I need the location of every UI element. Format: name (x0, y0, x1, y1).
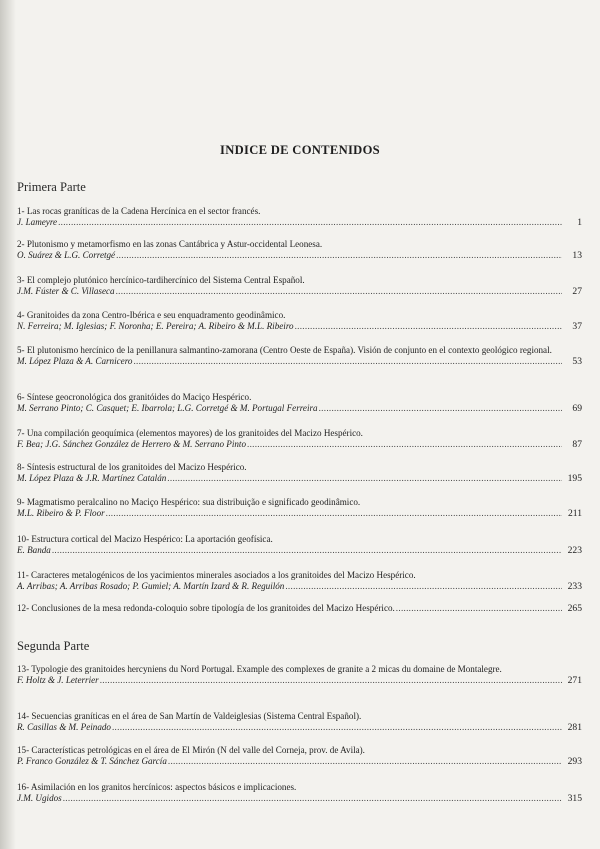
entry-title: 14- Secuencias graníticas en el área de San Martín de Valdeiglesias (Sistema Central Español). (17, 711, 362, 721)
entry-authors: M.L. Ribeiro & P. Floor (17, 508, 105, 519)
entry-title: 3- El complejo plutónico hercínico-tardihercínico del Sistema Central Español. (17, 275, 305, 285)
entry-page-number: 53 (572, 356, 582, 368)
toc-entry-14 (17, 711, 582, 733)
toc-entry-2 (17, 239, 582, 261)
entry-authors: E. Banda (17, 545, 51, 556)
toc-entry-15 (17, 745, 582, 767)
entry-page-number: 293 (567, 756, 582, 768)
entry-authors: F. Holtz & J. Leterrier (17, 675, 99, 686)
entry-page-number: 37 (572, 321, 582, 333)
entry-authors: P. Franco González & T. Sánchez García (17, 756, 167, 767)
toc-entry-12 (17, 603, 582, 614)
toc-entry-8 (17, 462, 582, 484)
entry-page-number: 233 (567, 581, 582, 593)
toc-entry-1 (17, 206, 582, 228)
entry-title: 11- Caracteres metalogénicos de los yacimientos minerales asociados a los granitoides del Macizo Hespérico. (17, 570, 416, 580)
entry-page-number: 195 (567, 473, 582, 485)
toc-entry-4 (17, 310, 582, 332)
entry-page-number: 315 (567, 793, 582, 805)
entry-authors: J.M. Ugidos (17, 793, 62, 804)
entry-authors: M. Serrano Pinto; C. Casquet; E. Ibarrola; L.G. Corretgé & M. Portugal Ferreira (17, 403, 318, 414)
entry-page-number: 27 (572, 286, 582, 298)
entry-title: 8- Síntesis estructural de los granitoides del Macizo Hespérico. (17, 462, 247, 472)
page-gutter-shadow (0, 0, 16, 849)
entry-title: 16- Asimilación en los granitos hercínicos: aspectos básicos e implicaciones. (17, 782, 297, 792)
entry-authors: J.M. Fúster & C. Villaseca (17, 286, 115, 297)
entry-authors: M. López Plaza & A. Carnicero (17, 356, 133, 367)
part-heading-segunda: Segunda Parte (17, 639, 90, 653)
toc-entry-6 (17, 392, 582, 414)
entry-authors: A. Arribas; A. Arribas Rosado; P. Gumiel; A. Martín Izard & R. Reguilón (17, 581, 285, 592)
entry-page-number: 1 (577, 217, 582, 229)
entry-page-number: 211 (567, 508, 582, 520)
entry-title: 6- Síntese geocronológica dos granitóides do Maciço Hespérico. (17, 392, 252, 402)
entry-title: 4- Granitoides da zona Centro-Ibérica e seu enquadramento geodinâmico. (17, 310, 286, 320)
entry-authors: M. López Plaza & J.R. Martínez Catalán (17, 473, 167, 484)
toc-entry-9 (17, 497, 582, 519)
entry-title: 1- Las rocas graníticas de la Cadena Hercínica en el sector francés. (17, 206, 261, 216)
entry-title: 2- Plutonismo y metamorfismo en las zonas Cantábrica y Astur-occidental Leonesa. (17, 239, 323, 249)
entry-page-number: 223 (567, 545, 582, 557)
entry-title: 12- Conclusiones de la mesa redonda-coloquio sobre tipología de los granitoides del Macizo Hespérico. (17, 603, 395, 613)
toc-entry-7 (17, 428, 582, 450)
entry-title: 9- Magmatismo peralcalino no Maciço Hespérico: sua distribuição e significado geodinâmico. (17, 497, 361, 507)
entry-page-number: 271 (567, 675, 582, 687)
toc-entry-11 (17, 570, 582, 592)
entry-title: 10- Estructura cortical del Macizo Hespérico: La aportación geofísica. (17, 534, 273, 544)
entry-authors: J. Lameyre (17, 217, 58, 228)
entry-authors: R. Casillas & M. Peinado (17, 722, 111, 733)
part-heading-primera: Primera Parte (17, 180, 86, 194)
entry-authors: O. Suárez & L.G. Corretgé (17, 250, 116, 261)
entry-authors: F. Bea; J.G. Sánchez González de Herrero & M. Serrano Pinto (17, 439, 246, 450)
entry-title: 7- Una compilación geoquímica (elementos mayores) de los granitoides del Macizo Hespérico. (17, 428, 363, 438)
toc-entry-5 (17, 345, 582, 367)
entry-page-number: 69 (572, 403, 582, 415)
entry-title: 15- Características petrológicas en el área de El Mirón (N del valle del Corneja, prov. de Avila). (17, 745, 365, 755)
toc-entry-3 (17, 275, 582, 297)
entry-title: 13- Typologie des granitoides hercyniens du Nord Portugal. Example des complexes de granite a 2 micas du domaine de Montalegre. (17, 664, 502, 674)
toc-entry-10 (17, 534, 582, 556)
entry-page-number: 281 (567, 722, 582, 734)
toc-entry-13 (17, 664, 582, 686)
toc-entry-16 (17, 782, 582, 804)
entry-page-number: 13 (572, 250, 582, 262)
entry-authors: N. Ferreira; M. Iglesias; F. Noronha; E. Pereira; A. Ribeiro & M.L. Ribeiro (17, 321, 294, 332)
entry-page-number: 87 (572, 439, 582, 451)
page-title: INDICE DE CONTENIDOS (220, 143, 380, 157)
entry-title: 5- El plutonismo hercínico de la penillanura salmantino-zamorana (Centro Oeste de España). Visión de conjunto en el contexto geológico regional. (17, 345, 552, 355)
entry-page-number: 265 (567, 603, 582, 614)
